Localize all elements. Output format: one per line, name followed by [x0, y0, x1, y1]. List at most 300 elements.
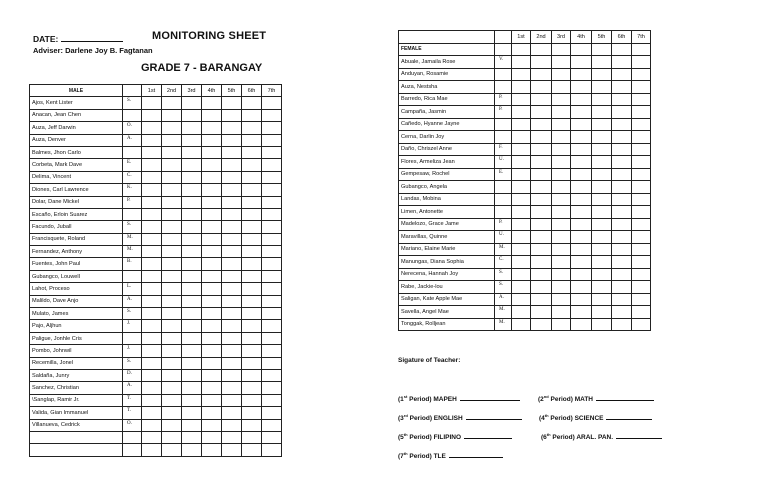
check-cell[interactable]: [162, 196, 182, 208]
check-cell[interactable]: [222, 283, 242, 295]
check-cell[interactable]: [222, 444, 242, 456]
check-cell[interactable]: [162, 171, 182, 183]
check-cell[interactable]: [202, 146, 222, 158]
check-cell[interactable]: [202, 332, 222, 344]
check-cell[interactable]: [592, 268, 612, 281]
check-cell[interactable]: [242, 394, 262, 406]
check-cell[interactable]: [612, 306, 632, 319]
check-cell[interactable]: [182, 134, 202, 146]
check-cell[interactable]: [242, 320, 262, 332]
check-cell[interactable]: [531, 156, 552, 169]
check-cell[interactable]: [531, 43, 552, 56]
check-cell[interactable]: [222, 184, 242, 196]
check-cell[interactable]: [162, 345, 182, 357]
period-4-signature[interactable]: (4th Period) SCIENCE: [539, 413, 652, 422]
check-cell[interactable]: [162, 109, 182, 121]
check-cell[interactable]: [242, 246, 262, 258]
check-cell[interactable]: [242, 208, 262, 220]
check-cell[interactable]: [552, 181, 571, 194]
check-cell[interactable]: [242, 109, 262, 121]
check-cell[interactable]: [262, 270, 282, 282]
check-cell[interactable]: [552, 93, 571, 106]
check-cell[interactable]: [242, 444, 262, 456]
check-cell[interactable]: [222, 146, 242, 158]
check-cell[interactable]: [202, 208, 222, 220]
check-cell[interactable]: [552, 293, 571, 306]
check-cell[interactable]: [262, 134, 282, 146]
check-cell[interactable]: [571, 56, 592, 69]
check-cell[interactable]: [202, 196, 222, 208]
check-cell[interactable]: [262, 97, 282, 109]
check-cell[interactable]: [612, 318, 632, 331]
check-cell[interactable]: [202, 320, 222, 332]
check-cell[interactable]: [162, 308, 182, 320]
check-cell[interactable]: [242, 134, 262, 146]
check-cell[interactable]: [222, 122, 242, 134]
check-cell[interactable]: [592, 256, 612, 269]
check-cell[interactable]: [552, 206, 571, 219]
check-cell[interactable]: [632, 168, 651, 181]
check-cell[interactable]: [182, 431, 202, 443]
check-cell[interactable]: [531, 68, 552, 81]
check-cell[interactable]: [162, 431, 182, 443]
check-cell[interactable]: [162, 357, 182, 369]
check-cell[interactable]: [242, 146, 262, 158]
check-cell[interactable]: [632, 131, 651, 144]
check-cell[interactable]: [571, 168, 592, 181]
check-cell[interactable]: [262, 345, 282, 357]
check-cell[interactable]: [142, 134, 162, 146]
check-cell[interactable]: [632, 318, 651, 331]
check-cell[interactable]: [531, 218, 552, 231]
check-cell[interactable]: [182, 196, 202, 208]
check-cell[interactable]: [512, 156, 531, 169]
check-cell[interactable]: [182, 382, 202, 394]
check-cell[interactable]: [182, 444, 202, 456]
check-cell[interactable]: [222, 134, 242, 146]
period-5-signature[interactable]: (5th Period) FILIPINO: [398, 432, 512, 441]
check-cell[interactable]: [571, 93, 592, 106]
check-cell[interactable]: [612, 156, 632, 169]
check-cell[interactable]: [162, 258, 182, 270]
check-cell[interactable]: [612, 256, 632, 269]
check-cell[interactable]: [632, 156, 651, 169]
check-cell[interactable]: [571, 293, 592, 306]
check-cell[interactable]: [262, 159, 282, 171]
check-cell[interactable]: [512, 293, 531, 306]
check-cell[interactable]: [242, 295, 262, 307]
check-cell[interactable]: [531, 193, 552, 206]
check-cell[interactable]: [612, 56, 632, 69]
check-cell[interactable]: [222, 345, 242, 357]
check-cell[interactable]: [182, 283, 202, 295]
check-cell[interactable]: [242, 270, 262, 282]
check-cell[interactable]: [162, 369, 182, 381]
check-cell[interactable]: [592, 106, 612, 119]
check-cell[interactable]: [162, 394, 182, 406]
check-cell[interactable]: [202, 382, 222, 394]
check-cell[interactable]: [512, 118, 531, 131]
check-cell[interactable]: [182, 419, 202, 431]
check-cell[interactable]: [142, 258, 162, 270]
check-cell[interactable]: [612, 243, 632, 256]
check-cell[interactable]: [592, 318, 612, 331]
check-cell[interactable]: [182, 171, 202, 183]
check-cell[interactable]: [142, 320, 162, 332]
check-cell[interactable]: [182, 394, 202, 406]
check-cell[interactable]: [632, 231, 651, 244]
check-cell[interactable]: [222, 394, 242, 406]
check-cell[interactable]: [552, 243, 571, 256]
check-cell[interactable]: [571, 318, 592, 331]
check-cell[interactable]: [202, 407, 222, 419]
check-cell[interactable]: [512, 268, 531, 281]
check-cell[interactable]: [552, 118, 571, 131]
check-cell[interactable]: [512, 181, 531, 194]
check-cell[interactable]: [262, 258, 282, 270]
check-cell[interactable]: [512, 81, 531, 94]
check-cell[interactable]: [571, 156, 592, 169]
check-cell[interactable]: [632, 206, 651, 219]
check-cell[interactable]: [552, 143, 571, 156]
check-cell[interactable]: [531, 93, 552, 106]
check-cell[interactable]: [531, 143, 552, 156]
check-cell[interactable]: [612, 268, 632, 281]
check-cell[interactable]: [242, 171, 262, 183]
check-cell[interactable]: [222, 369, 242, 381]
check-cell[interactable]: [202, 233, 222, 245]
check-cell[interactable]: [202, 221, 222, 233]
check-cell[interactable]: [632, 93, 651, 106]
check-cell[interactable]: [512, 231, 531, 244]
check-cell[interactable]: [531, 206, 552, 219]
check-cell[interactable]: [142, 369, 162, 381]
check-cell[interactable]: [162, 320, 182, 332]
check-cell[interactable]: [182, 345, 202, 357]
check-cell[interactable]: [202, 171, 222, 183]
check-cell[interactable]: [262, 407, 282, 419]
period-7-signature[interactable]: (7th Period) TLE: [398, 451, 503, 460]
check-cell[interactable]: [531, 131, 552, 144]
check-cell[interactable]: [531, 268, 552, 281]
check-cell[interactable]: [182, 109, 202, 121]
check-cell[interactable]: [262, 308, 282, 320]
check-cell[interactable]: [202, 159, 222, 171]
check-cell[interactable]: [632, 56, 651, 69]
check-cell[interactable]: [571, 306, 592, 319]
check-cell[interactable]: [571, 43, 592, 56]
check-cell[interactable]: [262, 221, 282, 233]
check-cell[interactable]: [142, 308, 162, 320]
check-cell[interactable]: [162, 184, 182, 196]
check-cell[interactable]: [592, 68, 612, 81]
check-cell[interactable]: [592, 56, 612, 69]
check-cell[interactable]: [571, 118, 592, 131]
check-cell[interactable]: [142, 407, 162, 419]
check-cell[interactable]: [531, 281, 552, 294]
check-cell[interactable]: [531, 306, 552, 319]
check-cell[interactable]: [612, 131, 632, 144]
check-cell[interactable]: [531, 168, 552, 181]
check-cell[interactable]: [242, 419, 262, 431]
check-cell[interactable]: [612, 143, 632, 156]
check-cell[interactable]: [262, 369, 282, 381]
check-cell[interactable]: [632, 81, 651, 94]
check-cell[interactable]: [531, 256, 552, 269]
check-cell[interactable]: [262, 233, 282, 245]
check-cell[interactable]: [142, 357, 162, 369]
check-cell[interactable]: [612, 93, 632, 106]
check-cell[interactable]: [571, 268, 592, 281]
check-cell[interactable]: [592, 43, 612, 56]
check-cell[interactable]: [552, 318, 571, 331]
check-cell[interactable]: [142, 270, 162, 282]
check-cell[interactable]: [632, 43, 651, 56]
check-cell[interactable]: [222, 270, 242, 282]
check-cell[interactable]: [222, 419, 242, 431]
check-cell[interactable]: [142, 246, 162, 258]
check-cell[interactable]: [632, 281, 651, 294]
check-cell[interactable]: [202, 308, 222, 320]
check-cell[interactable]: [571, 231, 592, 244]
check-cell[interactable]: [142, 109, 162, 121]
check-cell[interactable]: [512, 168, 531, 181]
check-cell[interactable]: [592, 156, 612, 169]
check-cell[interactable]: [262, 146, 282, 158]
check-cell[interactable]: [202, 109, 222, 121]
check-cell[interactable]: [202, 444, 222, 456]
check-cell[interactable]: [142, 382, 162, 394]
check-cell[interactable]: [632, 293, 651, 306]
check-cell[interactable]: [182, 97, 202, 109]
check-cell[interactable]: [262, 184, 282, 196]
check-cell[interactable]: [182, 184, 202, 196]
check-cell[interactable]: [182, 246, 202, 258]
check-cell[interactable]: [222, 332, 242, 344]
check-cell[interactable]: [142, 208, 162, 220]
check-cell[interactable]: [552, 56, 571, 69]
check-cell[interactable]: [202, 122, 222, 134]
check-cell[interactable]: [162, 146, 182, 158]
check-cell[interactable]: [262, 357, 282, 369]
check-cell[interactable]: [512, 68, 531, 81]
check-cell[interactable]: [142, 122, 162, 134]
check-cell[interactable]: [612, 293, 632, 306]
check-cell[interactable]: [592, 181, 612, 194]
check-cell[interactable]: [612, 68, 632, 81]
check-cell[interactable]: [222, 233, 242, 245]
check-cell[interactable]: [242, 357, 262, 369]
check-cell[interactable]: [552, 81, 571, 94]
check-cell[interactable]: [592, 93, 612, 106]
check-cell[interactable]: [202, 134, 222, 146]
check-cell[interactable]: [571, 256, 592, 269]
check-cell[interactable]: [571, 193, 592, 206]
check-cell[interactable]: [142, 345, 162, 357]
check-cell[interactable]: [512, 193, 531, 206]
check-cell[interactable]: [222, 308, 242, 320]
check-cell[interactable]: [162, 295, 182, 307]
check-cell[interactable]: [552, 193, 571, 206]
check-cell[interactable]: [182, 159, 202, 171]
check-cell[interactable]: [632, 118, 651, 131]
check-cell[interactable]: [632, 268, 651, 281]
check-cell[interactable]: [592, 81, 612, 94]
check-cell[interactable]: [142, 295, 162, 307]
check-cell[interactable]: [162, 444, 182, 456]
check-cell[interactable]: [162, 97, 182, 109]
check-cell[interactable]: [552, 281, 571, 294]
check-cell[interactable]: [592, 243, 612, 256]
check-cell[interactable]: [222, 295, 242, 307]
check-cell[interactable]: [632, 218, 651, 231]
check-cell[interactable]: [632, 193, 651, 206]
check-cell[interactable]: [162, 122, 182, 134]
check-cell[interactable]: [552, 268, 571, 281]
check-cell[interactable]: [592, 281, 612, 294]
check-cell[interactable]: [612, 281, 632, 294]
check-cell[interactable]: [531, 106, 552, 119]
check-cell[interactable]: [592, 293, 612, 306]
check-cell[interactable]: [202, 246, 222, 258]
check-cell[interactable]: [222, 407, 242, 419]
check-cell[interactable]: [262, 196, 282, 208]
check-cell[interactable]: [222, 208, 242, 220]
check-cell[interactable]: [162, 134, 182, 146]
check-cell[interactable]: [592, 118, 612, 131]
check-cell[interactable]: [612, 118, 632, 131]
check-cell[interactable]: [162, 283, 182, 295]
check-cell[interactable]: [571, 81, 592, 94]
check-cell[interactable]: [202, 283, 222, 295]
check-cell[interactable]: [242, 308, 262, 320]
check-cell[interactable]: [552, 131, 571, 144]
check-cell[interactable]: [262, 382, 282, 394]
check-cell[interactable]: [552, 256, 571, 269]
check-cell[interactable]: [202, 431, 222, 443]
check-cell[interactable]: [142, 394, 162, 406]
check-cell[interactable]: [262, 171, 282, 183]
check-cell[interactable]: [552, 156, 571, 169]
check-cell[interactable]: [162, 159, 182, 171]
check-cell[interactable]: [182, 332, 202, 344]
check-cell[interactable]: [162, 419, 182, 431]
check-cell[interactable]: [262, 109, 282, 121]
check-cell[interactable]: [262, 208, 282, 220]
check-cell[interactable]: [222, 382, 242, 394]
check-cell[interactable]: [202, 184, 222, 196]
check-cell[interactable]: [222, 246, 242, 258]
check-cell[interactable]: [632, 106, 651, 119]
check-cell[interactable]: [512, 206, 531, 219]
check-cell[interactable]: [512, 281, 531, 294]
check-cell[interactable]: [242, 97, 262, 109]
check-cell[interactable]: [512, 106, 531, 119]
check-cell[interactable]: [242, 283, 262, 295]
check-cell[interactable]: [262, 295, 282, 307]
check-cell[interactable]: [142, 419, 162, 431]
check-cell[interactable]: [632, 243, 651, 256]
check-cell[interactable]: [202, 270, 222, 282]
check-cell[interactable]: [162, 246, 182, 258]
check-cell[interactable]: [242, 382, 262, 394]
check-cell[interactable]: [182, 270, 202, 282]
check-cell[interactable]: [612, 181, 632, 194]
check-cell[interactable]: [531, 318, 552, 331]
check-cell[interactable]: [552, 43, 571, 56]
check-cell[interactable]: [182, 320, 202, 332]
check-cell[interactable]: [242, 332, 262, 344]
check-cell[interactable]: [142, 233, 162, 245]
check-cell[interactable]: [222, 431, 242, 443]
check-cell[interactable]: [512, 306, 531, 319]
check-cell[interactable]: [222, 159, 242, 171]
check-cell[interactable]: [242, 369, 262, 381]
check-cell[interactable]: [592, 143, 612, 156]
check-cell[interactable]: [182, 258, 202, 270]
check-cell[interactable]: [592, 206, 612, 219]
check-cell[interactable]: [632, 256, 651, 269]
check-cell[interactable]: [512, 256, 531, 269]
check-cell[interactable]: [162, 382, 182, 394]
check-cell[interactable]: [571, 106, 592, 119]
check-cell[interactable]: [222, 97, 242, 109]
check-cell[interactable]: [531, 231, 552, 244]
check-cell[interactable]: [142, 146, 162, 158]
check-cell[interactable]: [571, 143, 592, 156]
check-cell[interactable]: [531, 181, 552, 194]
check-cell[interactable]: [142, 444, 162, 456]
check-cell[interactable]: [162, 221, 182, 233]
check-cell[interactable]: [242, 122, 262, 134]
check-cell[interactable]: [552, 218, 571, 231]
check-cell[interactable]: [512, 318, 531, 331]
check-cell[interactable]: [632, 306, 651, 319]
check-cell[interactable]: [242, 196, 262, 208]
period-2-signature[interactable]: (2nd Period) MATH: [538, 394, 654, 403]
check-cell[interactable]: [512, 56, 531, 69]
check-cell[interactable]: [182, 295, 202, 307]
check-cell[interactable]: [182, 122, 202, 134]
date-blank-line[interactable]: [61, 33, 123, 42]
check-cell[interactable]: [512, 131, 531, 144]
check-cell[interactable]: [592, 218, 612, 231]
check-cell[interactable]: [142, 97, 162, 109]
check-cell[interactable]: [242, 233, 262, 245]
check-cell[interactable]: [182, 146, 202, 158]
check-cell[interactable]: [612, 218, 632, 231]
check-cell[interactable]: [202, 345, 222, 357]
check-cell[interactable]: [612, 106, 632, 119]
check-cell[interactable]: [222, 357, 242, 369]
check-cell[interactable]: [202, 419, 222, 431]
check-cell[interactable]: [612, 231, 632, 244]
check-cell[interactable]: [571, 68, 592, 81]
check-cell[interactable]: [531, 243, 552, 256]
check-cell[interactable]: [571, 281, 592, 294]
check-cell[interactable]: [531, 56, 552, 69]
check-cell[interactable]: [262, 122, 282, 134]
check-cell[interactable]: [592, 231, 612, 244]
check-cell[interactable]: [612, 81, 632, 94]
check-cell[interactable]: [242, 258, 262, 270]
check-cell[interactable]: [552, 106, 571, 119]
check-cell[interactable]: [202, 357, 222, 369]
check-cell[interactable]: [531, 118, 552, 131]
check-cell[interactable]: [552, 68, 571, 81]
check-cell[interactable]: [512, 143, 531, 156]
check-cell[interactable]: [242, 431, 262, 443]
